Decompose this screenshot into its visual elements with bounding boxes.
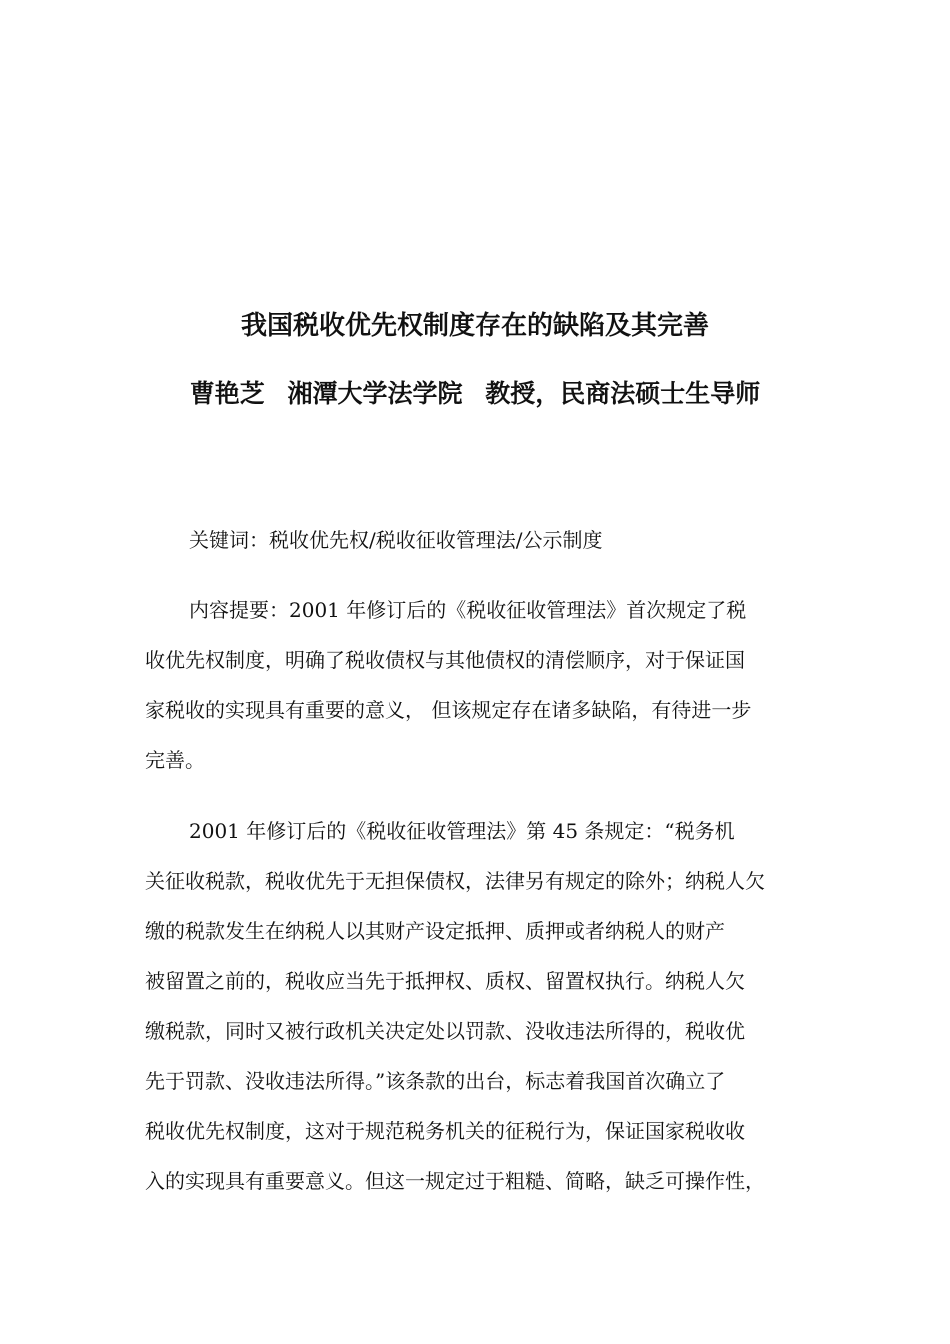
body-line: 2001 年修订后的《税收征收管理法》第 45 条规定：“税务机 (189, 819, 735, 843)
abstract-line: 家税收的实现具有重要的意义， 但该规定存在诸多缺陷，有待进一步 (145, 698, 752, 722)
body-paragraph (145, 806, 805, 1206)
keywords-paragraph (145, 515, 805, 565)
abstract-line: 完善。 (145, 748, 205, 772)
body-line: 缴的税款发生在纳税人以其财产设定抵押、质押或者纳税人的财产 (145, 919, 725, 943)
body-line: 被留置之前的，税收应当先于抵押权、质权、留置权执行。纳税人欠 (145, 969, 745, 993)
author-affiliation: 湘潭大学法学院 (287, 379, 463, 408)
body-line: 先于罚款、没收违法所得。”该条款的出台，标志着我国首次确立了 (145, 1069, 726, 1093)
body-line: 缴税款，同时又被行政机关决定处以罚款、没收违法所得的，税收优 (145, 1019, 745, 1043)
author-position: 教授，民商法硕士生导师 (485, 379, 761, 408)
abstract-line: 内容提要：2001 年修订后的《税收征收管理法》首次规定了税 (189, 598, 747, 622)
author-line (0, 374, 950, 414)
author-name: 曹艳芝 (189, 379, 265, 408)
body-line: 税收优先权制度，这对于规范税务机关的征税行为，保证国家税收收 (145, 1119, 745, 1143)
abstract-line: 收优先权制度，明确了税收债权与其他债权的清偿顺序，对于保证国 (145, 648, 745, 672)
abstract-paragraph (145, 585, 805, 785)
body-line: 入的实现具有重要意义。但这一规定过于粗糙、简略，缺乏可操作性， (145, 1169, 765, 1193)
body-line: 关征收税款，税收优先于无担保债权，法律另有规定的除外；纳税人欠 (145, 869, 765, 893)
keywords-line: 关键词：税收优先权/税收征收管理法/公示制度 (189, 528, 603, 552)
document-title: 我国税收优先权制度存在的缺陷及其完善 (240, 311, 709, 341)
